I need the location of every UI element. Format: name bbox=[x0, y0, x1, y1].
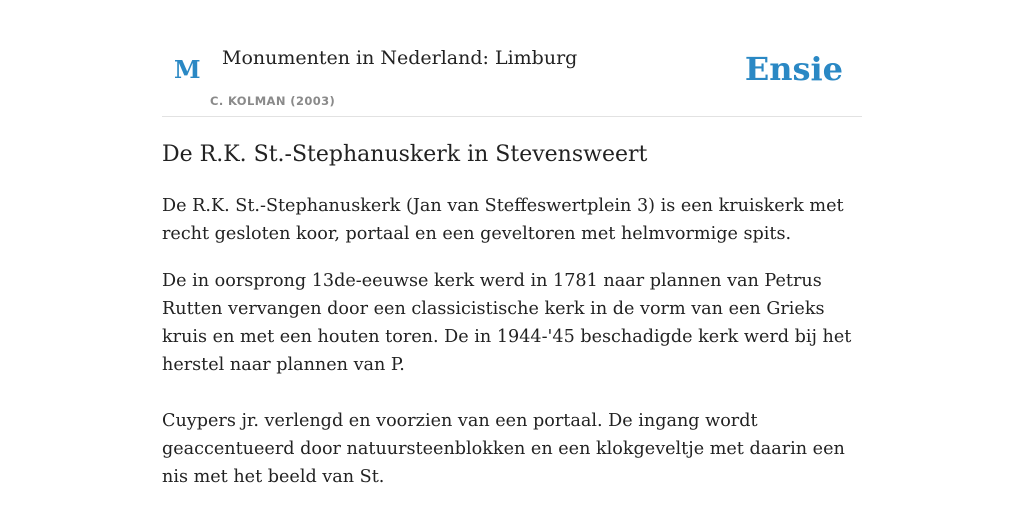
ensie-logo-link[interactable]: Ensie bbox=[744, 50, 843, 88]
book-author: C. KOLMAN (2003) bbox=[210, 94, 336, 108]
book-initial-logo[interactable]: M bbox=[174, 55, 201, 84]
article-body bbox=[162, 192, 867, 510]
article-paragraph-2: De in oorsprong 13de-eeuwse kerk werd in 1781 naar plannen van Petrus Rutten vervangen door een classicistische kerk in de vorm van een Grieks kruis en met een houten toren. De in 1944-'45 beschadigde kerk werd bij het herstel naar plannen van P. bbox=[162, 271, 852, 375]
article-title: De R.K. St.-Stephanuskerk in Stevensweert bbox=[162, 142, 648, 167]
book-title-link[interactable]: Monumenten in Nederland: Limburg bbox=[222, 47, 578, 69]
article-paragraph-3: Cuypers jr. verlengd en voorzien van een portaal. De ingang wordt geaccentueerd door natuursteenblokken en een klokgeveltje met daarin een nis met het beeld van St. bbox=[162, 411, 845, 487]
page-header bbox=[162, 0, 862, 117]
article-paragraph-1: De R.K. St.-Stephanuskerk (Jan van Steffeswertplein 3) is een kruiskerk met recht gesloten koor, portaal en een geveltoren met helmvormige spits. bbox=[162, 196, 844, 244]
